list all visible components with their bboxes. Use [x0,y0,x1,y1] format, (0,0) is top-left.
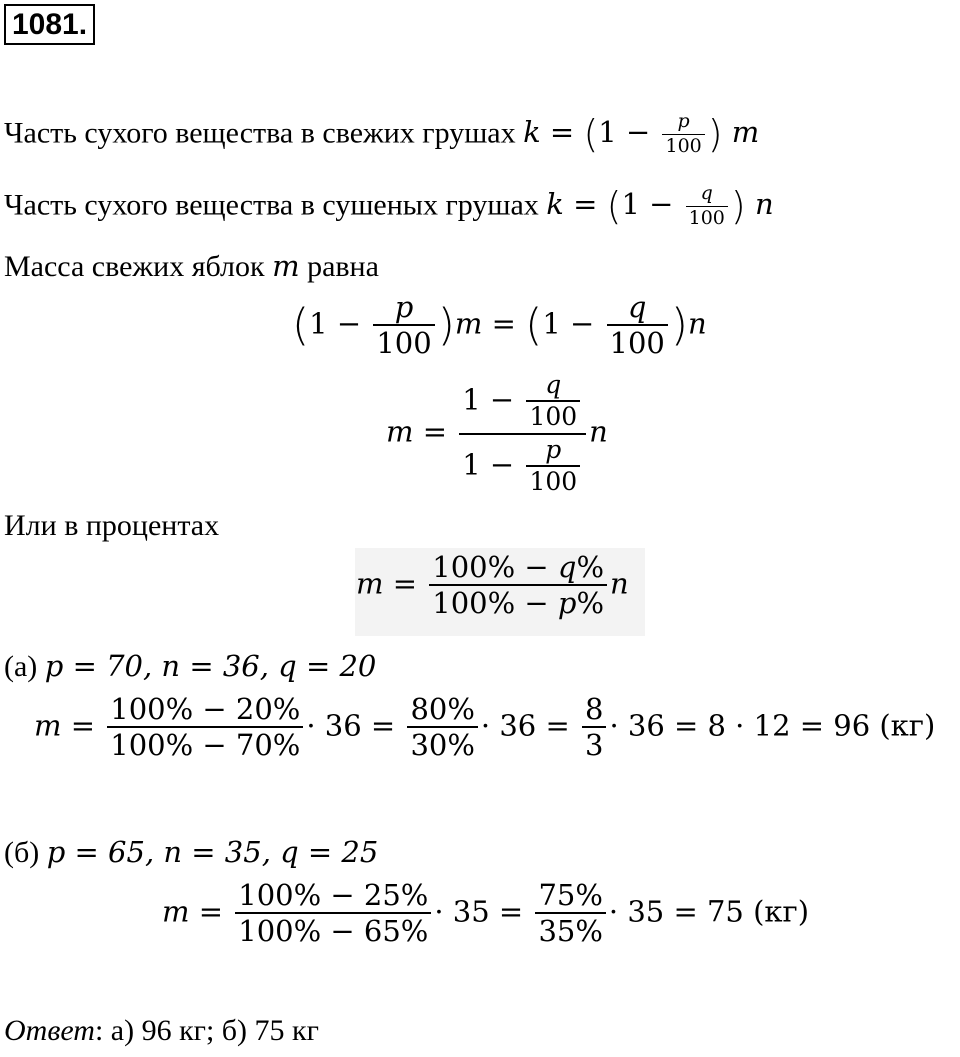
part-b-computation: m = $\frac{100\% - 25\%}{100\% - 65\%}$ · 35 = $\frac{75\%}{35\%}$ · 35 = 75 (кг) [162,878,810,949]
answer-line [4,1014,319,1048]
part-b-values: p = 65, n = 35, q = 25 [46,835,379,869]
dried-dry-matter-formula: k = (1 − $\frac{q}{100}$ ) n [546,182,774,229]
answer-label: Ответ [4,1014,95,1047]
part-a-values: p = 70, n = 36, q = 20 [44,649,377,683]
part-b-label: (б) [4,836,40,869]
part-a-computation: m = $\frac{100\% - 20\%}{100\% - 70\%}$ · 36 = $\frac{80\%}{30\%}$ · 36 = $\frac{8}{3}$ · 36 = 8 · 12 = 96 (кг) [34,692,936,763]
part-a-result: · 36 = 8 · 12 = 96 (кг) [609,708,936,743]
dried-dry-matter-line [4,184,774,229]
dried-dry-matter-text: Часть сухого вещества в сушеных грушах [4,188,539,222]
fresh-dry-matter-text: Часть сухого вещества в свежих грушах [4,116,516,150]
problem-number: 1081. [4,4,95,45]
fresh-dry-matter-line [4,112,759,157]
part-b-result: · 35 = 75 (кг) [608,894,810,929]
percent-formula: m = $\frac{100\% - q\%}{100\% - p\%}$ n [356,550,629,621]
percent-intro: Или в процентах [4,509,220,542]
part-a-line [4,648,376,685]
part-a-label: (а) [4,650,38,683]
variable-m: m [272,249,300,283]
answer-text: : а) 96 кг; б) 75 кг [94,1014,319,1047]
fresh-mass-text-end: равна [307,250,379,283]
fresh-mass-line [4,248,379,285]
mass-balance-equation: (1 − $\frac{p}{100}$ )m = (1 − $\frac{q}{100}$ )n [292,290,707,361]
part-b-line [4,834,378,871]
mass-formula-fraction: m = 1 − $\frac{q}{100}$ 1 − $\frac{p}{100}$ n [386,370,608,496]
fresh-mass-text: Масса свежих яблок [4,250,265,283]
fresh-dry-matter-formula: k = (1 − $\frac{p}{100}$ ) m [523,110,760,157]
